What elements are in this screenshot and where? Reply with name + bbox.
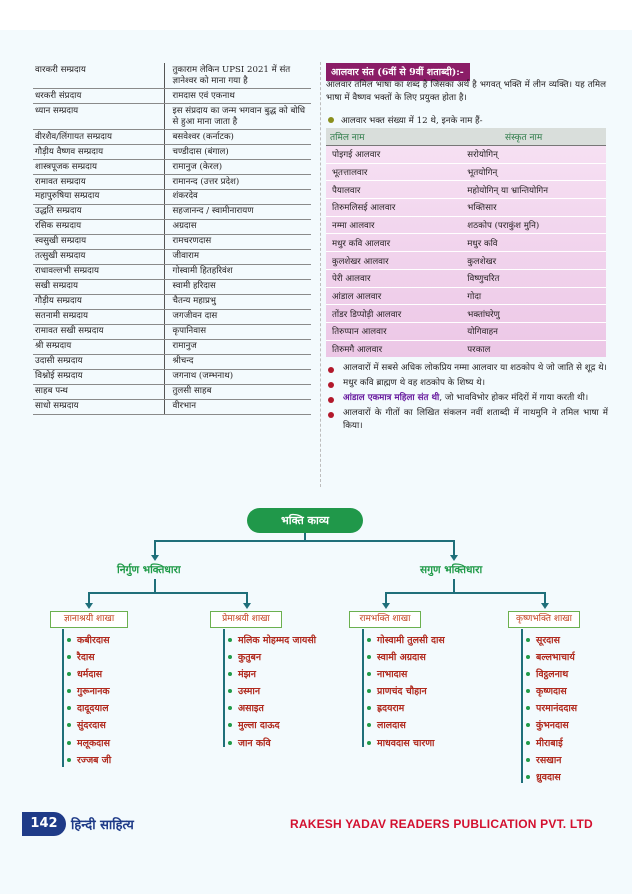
root-node: भक्ति काव्य xyxy=(247,508,363,533)
krishna-poet: रसखान xyxy=(526,752,577,769)
krishna-poet: ध्रुवदास xyxy=(526,769,577,786)
sampraday-row xyxy=(33,264,311,279)
alvar-row xyxy=(326,269,606,287)
arrow-down-icon xyxy=(243,603,251,609)
sampraday-founder: बसवेश्वर (कर्नाटक) xyxy=(164,129,311,144)
sampraday-founder: रामदास एवं एकनाथ xyxy=(164,88,311,103)
alvar-row xyxy=(326,287,606,305)
connector xyxy=(362,629,364,747)
alvar-tamil-name: तिरुप्पान आलवार xyxy=(326,322,445,340)
sampraday-name: ध्यान सम्प्रदाय xyxy=(33,103,164,129)
sampraday-name: सखी सम्प्रदाय xyxy=(33,279,164,294)
sampraday-founder: चण्डीदास (बंगाल) xyxy=(164,144,311,159)
alvar-row xyxy=(326,216,606,234)
alvar-row xyxy=(326,340,606,357)
sampraday-founder: रामानुज (केरल) xyxy=(164,159,311,174)
sampraday-row xyxy=(33,159,311,174)
gyan-poet: धर्मदास xyxy=(67,666,111,683)
alvar-sanskrit-name: परकाल xyxy=(467,344,491,355)
gyan-poet: दादूदयाल xyxy=(67,700,111,717)
alvar-notes xyxy=(326,362,608,434)
sampraday-name: साधो सम्प्रदाय xyxy=(33,399,164,414)
sampraday-row xyxy=(33,219,311,234)
krishna-poet: कृष्णदास xyxy=(526,683,577,700)
note-text: मधुर कवि ब्राह्मण थे वह शठकोप के शिष्य थे। xyxy=(343,377,485,388)
sampraday-founder: सहजानन्द / स्वामीनारायण xyxy=(164,204,311,219)
sampraday-name: रामावत सम्प्रदाय xyxy=(33,174,164,189)
ram-poet: लालदास xyxy=(367,717,445,734)
sampraday-founder: रामानुज xyxy=(164,339,311,354)
sampraday-founder: रामानन्द (उत्तर प्रदेश) xyxy=(164,174,311,189)
sampraday-table xyxy=(33,63,311,415)
alvar-tamil-name: तिरुमलिसई आलवार xyxy=(326,199,445,217)
subject-title: हिन्दी साहित्य xyxy=(71,818,134,833)
sampraday-founder: तुलसी साहब xyxy=(164,384,311,399)
alvar-row xyxy=(326,305,606,323)
alvar-sanskrit-name: भक्तांघरेणु xyxy=(445,305,606,323)
alvar-tamil-name: कुलशेखर आलवार xyxy=(326,252,445,270)
alvar-count-line xyxy=(326,114,606,126)
alvar-note xyxy=(326,407,608,433)
alvar-row xyxy=(326,234,606,252)
publisher-name: RAKESH YADAV READERS PUBLICATION PVT. LTD xyxy=(290,817,593,831)
nirgun-title: निर्गुण भक्तिधारा xyxy=(117,564,181,576)
prem-poet: असाइत xyxy=(228,700,316,717)
ram-poet: प्राणचंद चौहान xyxy=(367,683,445,700)
alvar-intro: आलवार तमिल भाषा का शब्द है जिसका अर्थ है भगवत् भक्ति में लीन व्यक्ति। यह तमिल भाषा में वैष्णव भक्तों के लिए प्रयुक्त होता है। xyxy=(326,80,606,103)
sampraday-founder: कृपानिवास xyxy=(164,324,311,339)
sampraday-row xyxy=(33,384,311,399)
ram-box: रामभक्ति शाखा xyxy=(349,611,421,628)
sampraday-row xyxy=(33,324,311,339)
sampraday-name: साहब पन्थ xyxy=(33,384,164,399)
gyan-poet: सुंदरदास xyxy=(67,717,111,734)
ram-poet: गोस्वामी तुलसी दास xyxy=(367,632,445,649)
krishna-poet: परमानंददास xyxy=(526,700,577,717)
connector xyxy=(88,592,248,594)
alvar-tamil-name: पोइगई आलवार xyxy=(326,146,445,164)
connector xyxy=(223,629,225,747)
alvar-row xyxy=(326,322,606,340)
gyan-poet: रज्जब जी xyxy=(67,752,111,769)
alvar-tamil-name: पैयालवार xyxy=(326,181,445,199)
sampraday-name: राधावल्लभी सम्प्रदाय xyxy=(33,264,164,279)
sampraday-name: महापुरुषिया सम्प्रदाय xyxy=(33,189,164,204)
arrow-down-icon xyxy=(85,603,93,609)
sampraday-name: स्वसुखी सम्प्रदाय xyxy=(33,234,164,249)
sampraday-name: रसिक सम्प्रदाय xyxy=(33,219,164,234)
bhakti-kavya-diagram xyxy=(0,495,632,795)
alvar-sanskrit-name: गोदा xyxy=(445,287,606,305)
bullet-icon xyxy=(328,367,334,373)
gyan-box: ज्ञानाश्रयी शाखा xyxy=(50,611,128,628)
prem-poet: मलिक मोहम्मद जायसी xyxy=(228,632,316,649)
sampraday-founder: वीरभान xyxy=(164,399,311,414)
sampraday-name: श्री सम्प्रदाय xyxy=(33,339,164,354)
page-number: 142 xyxy=(22,812,66,836)
sampraday-founder: स्वामी हरिदास xyxy=(164,279,311,294)
prem-poet: कुतुबन xyxy=(228,649,316,666)
krishna-poet: विट्ठलनाथ xyxy=(526,666,577,683)
alvar-note xyxy=(326,377,608,390)
sampraday-founder: जीवाराम xyxy=(164,249,311,264)
bullet-icon xyxy=(328,397,334,403)
sampraday-founder: जगजीवन दास xyxy=(164,309,311,324)
gyan-poet: कबीरदास xyxy=(67,632,111,649)
sampraday-founder: रामचरणदास xyxy=(164,234,311,249)
alvar-names-table xyxy=(326,128,606,357)
sampraday-founder: शंकरदेव xyxy=(164,189,311,204)
alvar-note xyxy=(326,362,608,375)
sampraday-row xyxy=(33,144,311,159)
sampraday-founder: अग्रदास xyxy=(164,219,311,234)
prem-poet: जान कवि xyxy=(228,735,316,752)
alvar-tamil-name: भूतत्तालवार xyxy=(326,163,445,181)
arrow-down-icon xyxy=(382,603,390,609)
sampraday-name: सतनामी सम्प्रदाय xyxy=(33,309,164,324)
sampraday-name: तत्सुखी सम्प्रदाय xyxy=(33,249,164,264)
alvar-row xyxy=(326,181,606,199)
ram-poet: स्वामी अग्रदास xyxy=(367,649,445,666)
alvar-tamil-name: नम्मा आलवार xyxy=(326,216,445,234)
alvar-row xyxy=(326,163,606,181)
arrow-down-icon xyxy=(450,555,458,561)
alvar-sanskrit-name: योगिवाहन xyxy=(445,322,606,340)
sampraday-name: विश्नोई सम्प्रदाय xyxy=(33,369,164,384)
sampraday-row xyxy=(33,309,311,324)
alvar-tamil-name: पेरी आलवार xyxy=(326,269,445,287)
sampraday-row xyxy=(33,339,311,354)
sampraday-name: वारकरी सम्प्रदाय xyxy=(33,63,164,88)
alvar-row xyxy=(326,146,606,164)
sampraday-row xyxy=(33,399,311,414)
sampraday-founder: गोस्वामी हितहरिवंश xyxy=(164,264,311,279)
sampraday-name: धरकरी संप्रदाय xyxy=(33,88,164,103)
gyan-poet: रैदास xyxy=(67,649,111,666)
bullet-icon xyxy=(328,412,334,418)
sampraday-name: गौड़ीय सम्प्रदाय xyxy=(33,294,164,309)
sampraday-name: उदासी सम्प्रदाय xyxy=(33,354,164,369)
connector xyxy=(62,629,64,767)
arrow-down-icon xyxy=(541,603,549,609)
sampraday-row xyxy=(33,249,311,264)
alvar-tamil-name: तोंडर डिप्पोड़ी आलवार xyxy=(326,305,445,323)
note-highlight: आंडाल एकमात्र महिला संत थी xyxy=(343,392,440,403)
sampraday-row xyxy=(33,174,311,189)
alvar-sanskrit-name: मधुर कवि xyxy=(445,234,606,252)
note-text-rest: , जो भावविभोर होकर मंदिरों में गाया करती थी। xyxy=(439,392,589,403)
connector xyxy=(521,629,523,783)
connector xyxy=(385,592,546,594)
alvar-sanskrit-name: भक्तिसार xyxy=(445,199,606,217)
ram-poet: माधवदास चारणा xyxy=(367,735,445,752)
sampraday-row xyxy=(33,189,311,204)
krishna-box: कृष्णभक्ति शाखा xyxy=(508,611,580,628)
sampraday-founder: श्रीचन्द xyxy=(164,354,311,369)
sampraday-founder: चैतन्य महाप्रभु xyxy=(164,294,311,309)
top-margin xyxy=(0,0,632,30)
sampraday-founder: इस संप्रदाय का जन्म भगवान बुद्ध को बोधि से हुआ माना जाता है xyxy=(164,103,311,129)
alvar-tamil-name: तिरुमगै आलवार xyxy=(332,344,383,355)
ram-poet: नाभादास xyxy=(367,666,445,683)
connector xyxy=(154,540,156,556)
prem-poet: उस्मान xyxy=(228,683,316,700)
krishna-poet: सूरदास xyxy=(526,632,577,649)
prem-poet: मंझन xyxy=(228,666,316,683)
gyan-poet: मलूकदास xyxy=(67,735,111,752)
connector xyxy=(453,540,455,556)
column-divider xyxy=(320,62,321,487)
sampraday-name: रामावत सखी सम्प्रदाय xyxy=(33,324,164,339)
sampraday-row xyxy=(33,88,311,103)
prem-poet: मुल्ला दाऊद xyxy=(228,717,316,734)
sampraday-founder: तुकाराम लेकिन UPSI 2021 में संत ज्ञानेश्वर को माना गया है xyxy=(164,63,311,88)
krishna-poet: बल्लभाचार्य xyxy=(526,649,577,666)
alvar-sanskrit-name: सरोयोगिन् xyxy=(445,146,606,164)
sampraday-row xyxy=(33,354,311,369)
alvar-row xyxy=(326,199,606,217)
ram-poet: ह्रदयराम xyxy=(367,700,445,717)
prem-box: प्रेमाश्रयी शाखा xyxy=(210,611,282,628)
prem-list xyxy=(228,632,316,752)
sampraday-row xyxy=(33,369,311,384)
sampraday-name: शास्त्रपूजक सम्प्रदाय xyxy=(33,159,164,174)
col-sanskrit-header: संस्कृत नाम xyxy=(445,128,606,146)
alvar-note xyxy=(326,392,608,405)
ram-list xyxy=(367,632,445,752)
sampraday-row xyxy=(33,234,311,249)
bullet-icon xyxy=(328,117,334,123)
note-text: आलवारों में सबसे अधिक लोकप्रिय नम्मा आलवार या शठकोप थे जो जाति से शूद्र थे। xyxy=(343,363,607,373)
sagun-title: सगुण भक्तिधारा xyxy=(420,564,483,576)
alvar-sanskrit-name: महोयोगिन् या भ्रान्तियोगिन xyxy=(445,181,606,199)
sampraday-founder: जगनाथ (जम्भनाथ) xyxy=(164,369,311,384)
alvar-heading: आलवार संत (6वीं से 9वीं शताब्दी):- xyxy=(326,63,470,81)
alvar-tamil-name: मधुर कवि आलवार xyxy=(326,234,445,252)
gyan-poet: गुरूनानक xyxy=(67,683,111,700)
sampraday-row xyxy=(33,129,311,144)
connector xyxy=(154,579,156,593)
sampraday-row xyxy=(33,103,311,129)
connector xyxy=(154,540,455,542)
sampraday-row xyxy=(33,294,311,309)
sampraday-name: गौड़ीय वैष्णव सम्प्रदाय xyxy=(33,144,164,159)
sampraday-row xyxy=(33,204,311,219)
alvar-sanskrit-name: कुलशेखर xyxy=(445,252,606,270)
krishna-poet: मीराबाई xyxy=(526,735,577,752)
krishna-list xyxy=(526,632,577,786)
sampraday-name: वीरशैव/लिंगायत सम्प्रदाय xyxy=(33,129,164,144)
alvar-sanskrit-name: भूतयोगिन् xyxy=(445,163,606,181)
alvar-sanskrit-name: विष्णुचरित xyxy=(445,269,606,287)
connector xyxy=(453,579,455,593)
note-text: आलवारों के गीतों का लिखित संकलन नवीं शताब्दी में नाथमुनि ने तमिल भाषा में किया। xyxy=(343,407,608,431)
alvar-tamil-name: आंडाल आलवार xyxy=(326,287,445,305)
gyan-list xyxy=(67,632,111,769)
sampraday-row xyxy=(33,279,311,294)
sampraday-name: उद्धति सम्प्रदाय xyxy=(33,204,164,219)
col-tamil-header: तमिल नाम xyxy=(326,128,445,146)
krishna-poet: कुंभनदास xyxy=(526,717,577,734)
sampraday-row xyxy=(33,63,311,88)
alvar-count-text: आलवार भक्त संख्या में 12 थे, इनके नाम हैं- xyxy=(341,116,483,126)
bullet-icon xyxy=(328,382,334,388)
alvar-row xyxy=(326,252,606,270)
alvar-sanskrit-name: शठकोप (पराकुंश मुनि) xyxy=(445,216,606,234)
arrow-down-icon xyxy=(151,555,159,561)
